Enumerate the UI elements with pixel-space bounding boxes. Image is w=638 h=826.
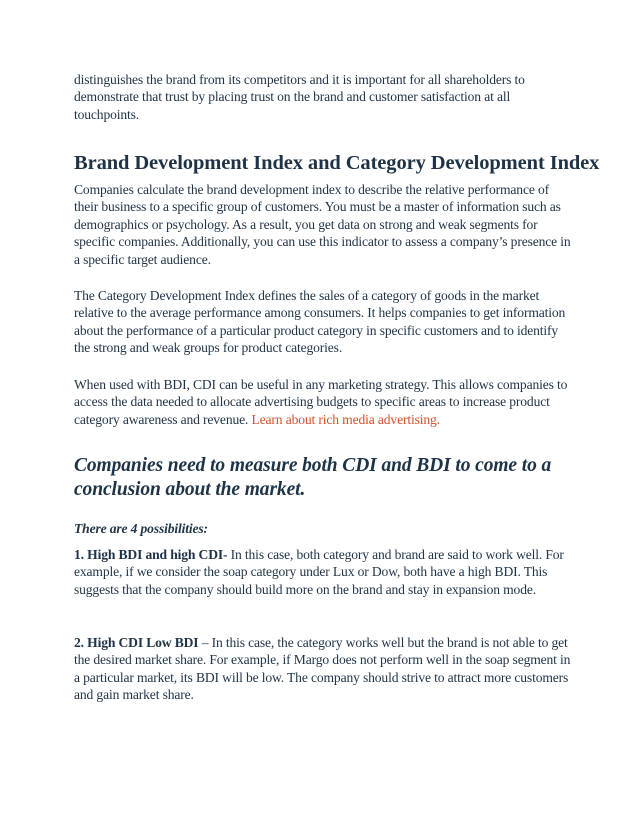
possibility-item-2 <box>74 634 574 704</box>
possibilities-label: There are 4 possibilities: <box>74 521 208 536</box>
possibility-item-1-title: 1. High BDI and high CDI- <box>74 547 228 562</box>
possibility-item-2-text: – In this case, the category works well but the brand is not able to get the desired market share. For example, if Margo does not perform well in the soap segment in a particular market, its BDI will be low. The company should strive to attract more customers and gain market share. <box>74 635 571 703</box>
rich-media-advertising-link[interactable]: Learn about rich media advertising. <box>251 411 440 427</box>
possibility-item-1 <box>74 546 574 598</box>
section-heading-bdi-cdi: Brand Development Index and Category Development Index <box>74 152 600 174</box>
usage-paragraph <box>74 376 574 428</box>
bdi-paragraph: Companies calculate the brand development index to describe the relative performance of their business to a specific group of customers. You must be a master of information such as demographics or psychology. As a result, you get data on strong and weak segments for specific companies. Additionally, you can use this indicator to assess a company’s presence in a specific target audience. <box>74 182 571 267</box>
cdi-paragraph: The Category Development Index defines the sales of a category of goods in the market relative to the average performance among consumers. It helps companies to get information about the performance of a particular product category in specific customers and to identify the strong and weak groups for product categories. <box>74 288 566 356</box>
possibility-item-1-text: In this case, both category and brand are said to work well. For example, if we consider the soap category under Lux or Dow, both have a high BDI. This suggests that the company should build more on the brand and stay in expansion mode. <box>74 547 564 597</box>
usage-paragraph-text: When used with BDI, CDI can be useful in any marketing strategy. This allows companies to access the data needed to allocate advertising budgets to specific areas to increase product category awareness and revenue. <box>74 377 568 427</box>
section-heading-measure: Companies need to measure both CDI and BDI to come to a conclusion about the market. <box>74 455 552 500</box>
intro-paragraph: distinguishes the brand from its competitors and it is important for all shareholders to demonstrate that trust by placing trust on the brand and customer satisfaction at all touchpoints. <box>74 72 525 122</box>
possibility-item-2-title: 2. High CDI Low BDI <box>74 635 199 650</box>
